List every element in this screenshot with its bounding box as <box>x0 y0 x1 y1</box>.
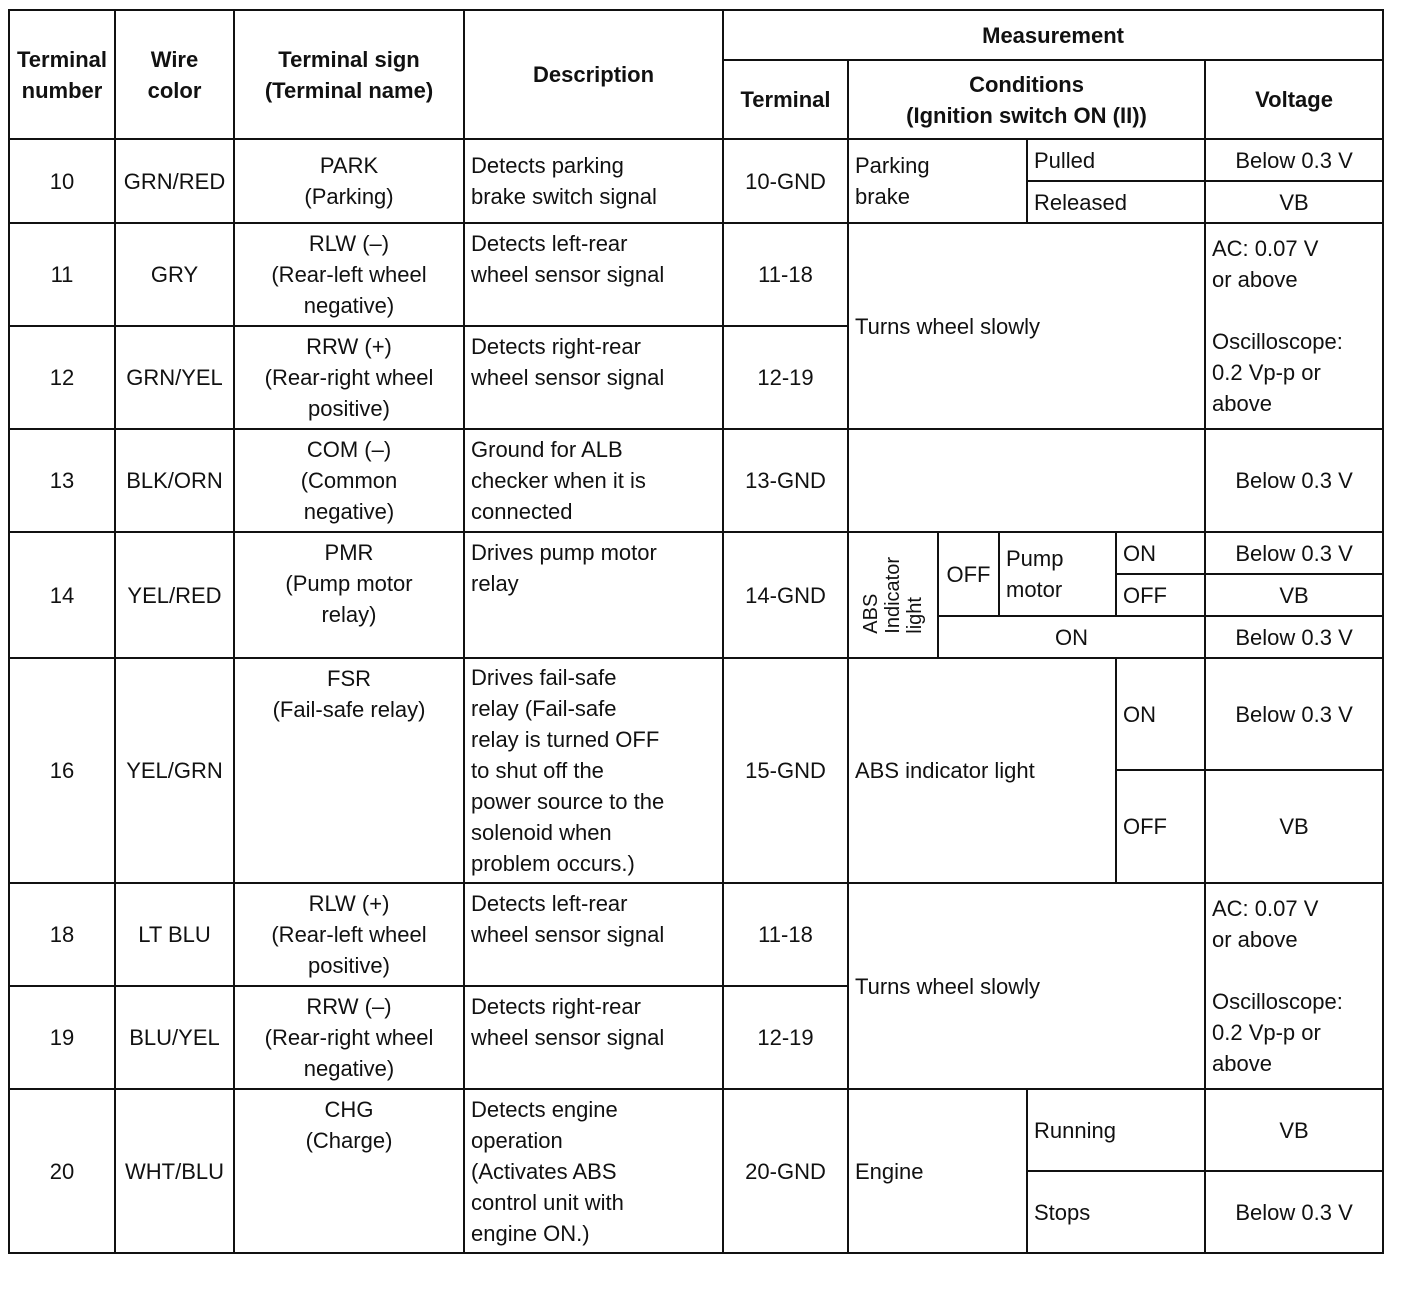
terminal-sign: CHG (Charge) <box>234 1089 464 1253</box>
terminal-number: 10 <box>9 139 115 223</box>
table-row <box>9 429 1383 532</box>
condition: Pump motor <box>999 532 1116 616</box>
wire-color: GRN/RED <box>115 139 234 223</box>
condition-state: OFF <box>1116 574 1205 616</box>
condition: Parking brake <box>848 139 1027 223</box>
terminal-sign: RLW (–) (Rear-left wheel negative) <box>234 223 464 326</box>
wire-color: GRN/YEL <box>115 326 234 429</box>
header-voltage: Voltage <box>1205 60 1383 139</box>
abs-indicator-light-label: ABS Indicator light <box>848 532 938 658</box>
voltage: VB <box>1205 181 1383 223</box>
description: Detects right-rear wheel sensor signal <box>464 326 723 429</box>
header-measurement: Measurement <box>723 10 1383 60</box>
measure-terminal: 14-GND <box>723 532 848 658</box>
condition-state: OFF <box>938 532 999 616</box>
terminal-number: 13 <box>9 429 115 532</box>
measure-terminal: 13-GND <box>723 429 848 532</box>
terminal-number: 18 <box>9 883 115 986</box>
terminal-sign: PARK (Parking) <box>234 139 464 223</box>
description: Detects parking brake switch signal <box>464 139 723 223</box>
description: Detects left-rear wheel sensor signal <box>464 883 723 986</box>
voltage: VB <box>1205 574 1383 616</box>
terminal-sign: RRW (–) (Rear-right wheel negative) <box>234 986 464 1089</box>
header-terminal: Terminal <box>723 60 848 139</box>
header-wire-color: Wire color <box>115 10 234 139</box>
condition-state: ON <box>1116 658 1205 770</box>
header-terminal-number: Terminal number <box>9 10 115 139</box>
condition-state: Pulled <box>1027 139 1205 181</box>
voltage: AC: 0.07 V or above Oscilloscope: 0.2 Vp-p or above <box>1205 883 1383 1089</box>
measure-terminal: 15-GND <box>723 658 848 883</box>
table-row <box>9 883 1383 986</box>
description: Detects right-rear wheel sensor signal <box>464 986 723 1089</box>
terminal-number: 16 <box>9 658 115 883</box>
terminal-sign: FSR (Fail-safe relay) <box>234 658 464 883</box>
terminal-number: 19 <box>9 986 115 1089</box>
condition-state: Released <box>1027 181 1205 223</box>
wire-color: YEL/RED <box>115 532 234 658</box>
condition: Engine <box>848 1089 1027 1253</box>
terminal-sign: PMR (Pump motor relay) <box>234 532 464 658</box>
header-conditions: Conditions (Ignition switch ON (II)) <box>848 60 1205 139</box>
table-row <box>9 532 1383 574</box>
condition: Turns wheel slowly <box>848 223 1205 429</box>
table-row <box>9 1089 1383 1171</box>
description: Detects engine operation (Activates ABS control unit with engine ON.) <box>464 1089 723 1253</box>
measure-terminal: 12-19 <box>723 326 848 429</box>
voltage: Below 0.3 V <box>1205 616 1383 658</box>
condition-state: ON <box>1116 532 1205 574</box>
terminal-number: 12 <box>9 326 115 429</box>
description: Drives pump motor relay <box>464 532 723 658</box>
voltage: Below 0.3 V <box>1205 532 1383 574</box>
terminal-number: 20 <box>9 1089 115 1253</box>
terminal-sign: RLW (+) (Rear-left wheel positive) <box>234 883 464 986</box>
table-row <box>9 139 1383 181</box>
condition-state: OFF <box>1116 770 1205 883</box>
description: Detects left-rear wheel sensor signal <box>464 223 723 326</box>
voltage: Below 0.3 V <box>1205 1171 1383 1253</box>
measure-terminal: 11-18 <box>723 883 848 986</box>
measure-terminal: 11-18 <box>723 223 848 326</box>
wire-color: BLK/ORN <box>115 429 234 532</box>
condition-state: Running <box>1027 1089 1205 1171</box>
condition: Turns wheel slowly <box>848 883 1205 1089</box>
terminal-sign: COM (–) (Common negative) <box>234 429 464 532</box>
measure-terminal: 20-GND <box>723 1089 848 1253</box>
measure-terminal: 10-GND <box>723 139 848 223</box>
terminal-number: 11 <box>9 223 115 326</box>
measure-terminal: 12-19 <box>723 986 848 1089</box>
header-terminal-sign: Terminal sign (Terminal name) <box>234 10 464 139</box>
voltage: Below 0.3 V <box>1205 429 1383 532</box>
wire-color: YEL/GRN <box>115 658 234 883</box>
condition: ABS indicator light <box>848 658 1116 883</box>
description: Ground for ALB checker when it is connected <box>464 429 723 532</box>
voltage: AC: 0.07 V or above Oscilloscope: 0.2 Vp-p or above <box>1205 223 1383 429</box>
terminal-number: 14 <box>9 532 115 658</box>
table-row <box>9 223 1383 326</box>
description: Drives fail-safe relay (Fail-safe relay is turned OFF to shut off the power source to the solenoid when problem occurs.) <box>464 658 723 883</box>
table-row <box>9 658 1383 770</box>
condition <box>848 429 1205 532</box>
wire-color: WHT/BLU <box>115 1089 234 1253</box>
condition-state: Stops <box>1027 1171 1205 1253</box>
wire-color: LT BLU <box>115 883 234 986</box>
wire-color: GRY <box>115 223 234 326</box>
voltage: VB <box>1205 770 1383 883</box>
voltage: VB <box>1205 1089 1383 1171</box>
condition-state: ON <box>938 616 1205 658</box>
wire-color: BLU/YEL <box>115 986 234 1089</box>
voltage: Below 0.3 V <box>1205 139 1383 181</box>
header-description: Description <box>464 10 723 139</box>
terminal-spec-table <box>8 9 1384 1254</box>
terminal-sign: RRW (+) (Rear-right wheel positive) <box>234 326 464 429</box>
voltage: Below 0.3 V <box>1205 658 1383 770</box>
